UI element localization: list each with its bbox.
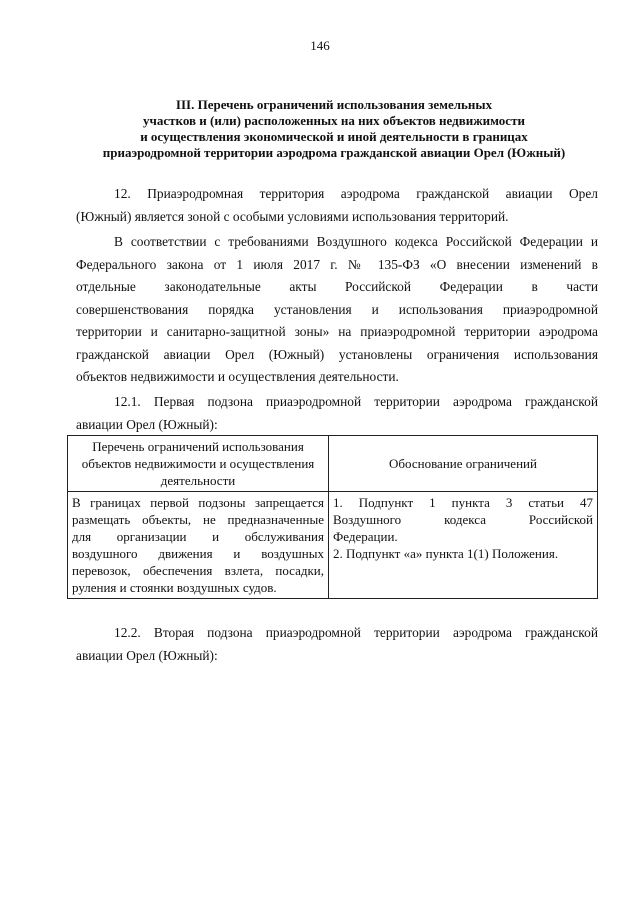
paragraph-12-2 <box>76 622 598 667</box>
cell-restriction-text: В границах первой подзоны запрещается размещать объекты, не предназначенные для организации и обслуживания воздушного движения и воздушных перевозок, обеспечения взлета, посадки, руления и стоянки воздушных судов. <box>68 492 329 599</box>
text-line: Федерального закона от 1 июля 2017 г. № 135-ФЗ «О внесении изменений в <box>76 256 598 272</box>
text-line: территории и санитарно-защитной зоны» на приаэродромной территории аэродрома <box>76 324 598 339</box>
text-line: объектов недвижимости и осуществления деятельности. <box>76 369 399 384</box>
paragraph-accordance <box>76 231 598 389</box>
text-line: гражданской авиации Орел (Южный) установлены ограничения использования <box>76 346 598 362</box>
paragraph-12 <box>76 183 598 228</box>
heading-line: и осуществления экономической и иной деятельности в границах <box>140 129 528 144</box>
table-row <box>68 492 598 599</box>
text-line: авиации Орел (Южный): <box>76 416 218 432</box>
heading-line: III. Перечень ограничений использования земельных <box>175 97 493 112</box>
text-line: авиации Орел (Южный): <box>76 647 218 663</box>
text-line: 12.2. Вторая подзона приаэродромной территории аэродрома гражданской <box>114 625 598 640</box>
header-cell-justification: Обоснование ограничений <box>329 436 598 492</box>
restrictions-table <box>67 435 598 599</box>
text-line: совершенствования порядка установления и использования приаэродромной <box>76 301 598 317</box>
text-line: отдельные законодательные акты Российской Федерации в части <box>76 279 598 294</box>
text-line: В соответствии с требованиями Воздушного кодекса Российской Федерации и <box>114 234 598 249</box>
text-line: (Южный) является зоной с особыми условиями использования территорий. <box>76 208 509 224</box>
section-heading <box>60 97 608 161</box>
heading-line: участков и (или) расположенных на них объектов недвижимости <box>143 113 525 128</box>
header-cell-restrictions: Перечень ограничений использования объектов недвижимости и осуществления деятельности <box>68 436 329 492</box>
table-header-row <box>68 436 598 492</box>
text-line: 12. Приаэродромная территория аэродрома гражданской авиации Орел <box>114 186 598 201</box>
paragraph-12-1 <box>76 391 598 436</box>
text-line: 12.1. Первая подзона приаэродромной территории аэродрома гражданской <box>114 394 598 409</box>
cell-justification-text: 1. Подпункт 1 пункта 3 статьи 47 Воздушного кодекса Российской Федерации. 2. Подпункт «а» пункта 1(1) Положения. <box>329 492 598 599</box>
page-number: 146 <box>310 38 330 53</box>
heading-line: приаэродромной территории аэродрома гражданской авиации Орел (Южный) <box>102 145 566 160</box>
